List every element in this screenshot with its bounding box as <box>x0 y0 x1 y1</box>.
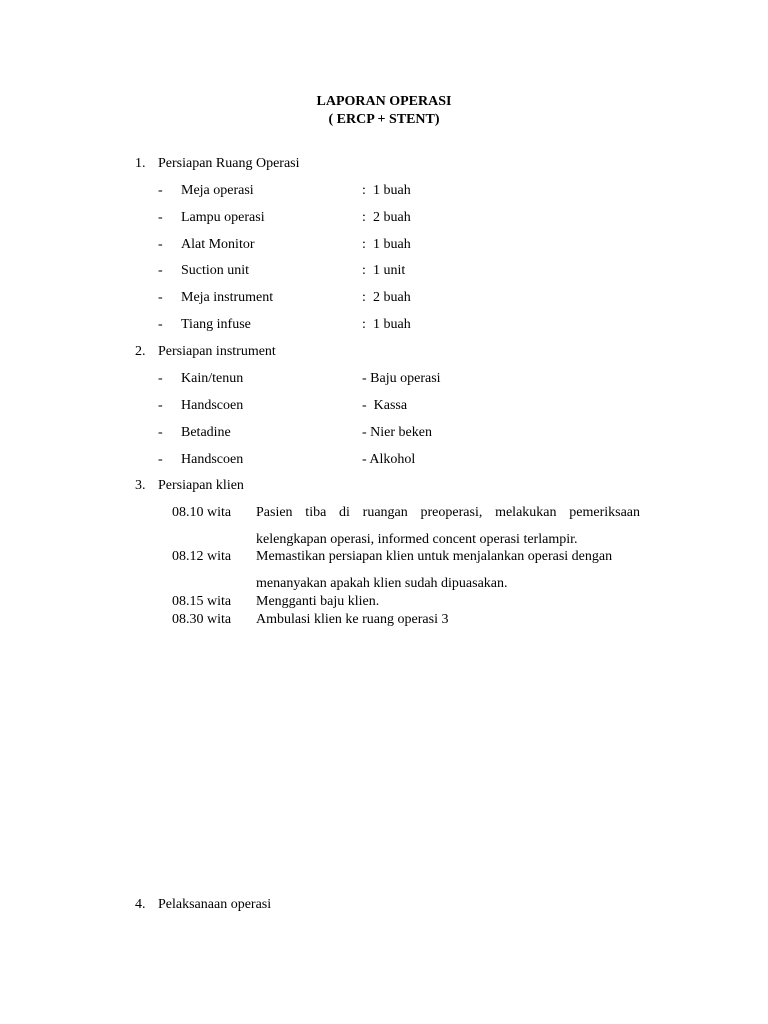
entry-time: 08.30 wita <box>172 612 232 627</box>
item-quantity: 1 buah <box>373 183 411 198</box>
section-number: 3. <box>135 478 146 493</box>
entry-time: 08.15 wita <box>172 594 232 609</box>
list-dash: - <box>158 290 163 305</box>
item-name: Tiang infuse <box>181 317 251 332</box>
item-name: Handscoen <box>181 452 244 467</box>
item-name: Alat Monitor <box>181 237 255 252</box>
section-title: Persiapan Ruang Operasi <box>158 156 300 171</box>
item-name: Suction unit <box>181 263 250 278</box>
section-title: Persiapan klien <box>158 478 244 493</box>
item-quantity: 1 buah <box>373 237 411 252</box>
section-title: Pelaksanaan operasi <box>158 897 272 912</box>
item-quantity: 2 buah <box>373 290 411 305</box>
item-pair: - Kassa <box>362 398 408 413</box>
item-pair: - Alkohol <box>362 452 416 467</box>
item-colon: : <box>362 183 366 198</box>
list-dash: - <box>158 237 163 252</box>
item-name: Meja instrument <box>181 290 274 305</box>
item-name: Handscoen <box>181 398 244 413</box>
entry-description-cont: menanyakan apakah klien sudah dipuasakan. <box>256 576 508 591</box>
entry-description: Mengganti baju klien. <box>256 594 380 609</box>
document-title: LAPORAN OPERASI <box>316 94 452 109</box>
item-colon: : <box>362 237 366 252</box>
list-dash: - <box>158 425 163 440</box>
list-dash: - <box>158 452 163 467</box>
section-number: 4. <box>135 897 146 912</box>
entry-time: 08.12 wita <box>172 549 232 564</box>
section-title: Persiapan instrument <box>158 344 276 359</box>
section-number: 1. <box>135 156 146 171</box>
item-name: Betadine <box>181 425 231 440</box>
entry-description: Ambulasi klien ke ruang operasi 3 <box>256 612 449 627</box>
list-dash: - <box>158 263 163 278</box>
document-subtitle: ( ERCP + STENT) <box>328 112 440 127</box>
list-dash: - <box>158 210 163 225</box>
item-colon: : <box>362 317 366 332</box>
entry-description: Memastikan persiapan klien untuk menjalankan operasi dengan <box>256 549 613 564</box>
item-colon: : <box>362 263 366 278</box>
item-colon: : <box>362 210 366 225</box>
entry-description: Pasien tiba di ruangan preoperasi, melakukan pemeriksaan <box>256 505 640 520</box>
list-dash: - <box>158 398 163 413</box>
list-dash: - <box>158 371 163 386</box>
item-name: Meja operasi <box>181 183 254 198</box>
list-dash: - <box>158 317 163 332</box>
item-pair: - Baju operasi <box>362 371 441 386</box>
item-quantity: 2 buah <box>373 210 411 225</box>
section-number: 2. <box>135 344 146 359</box>
item-quantity: 1 buah <box>373 317 411 332</box>
list-dash: - <box>158 183 163 198</box>
item-name: Kain/tenun <box>181 371 244 386</box>
item-colon: : <box>362 290 366 305</box>
entry-time: 08.10 wita <box>172 505 232 520</box>
entry-description-cont: kelengkapan operasi, informed concent operasi terlampir. <box>256 532 578 547</box>
item-pair: - Nier beken <box>362 425 432 440</box>
item-name: Lampu operasi <box>181 210 265 225</box>
item-quantity: 1 unit <box>373 263 406 278</box>
